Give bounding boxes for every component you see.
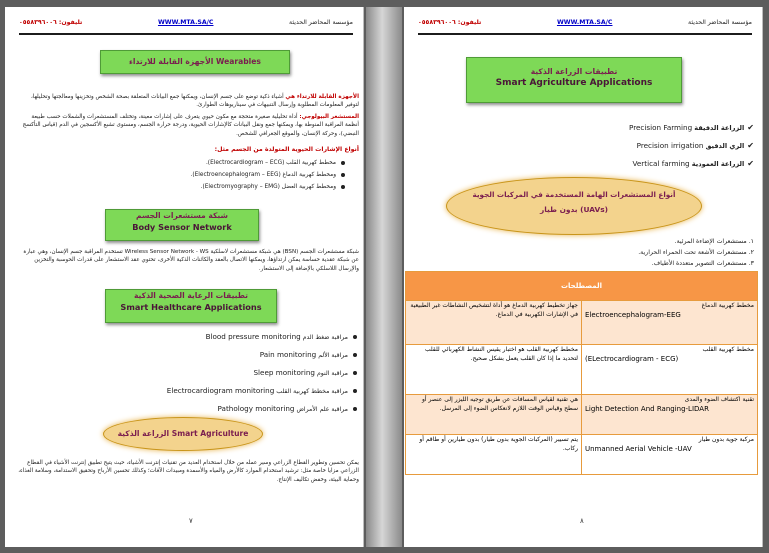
glossary-header-row [406, 272, 758, 301]
page-header [19, 19, 353, 35]
table-row [406, 435, 758, 475]
wearables-title-box [100, 50, 290, 74]
definition-cell: مخطط كهربية القلب هو اختبار يقيس النشاط الكهربائي للقلب لتحديد ما إذا كان القلب يعمل بشكل صحيح. [406, 345, 582, 395]
term-cell: تقنية اكتشاف الضوء والمدى Light Detection And Ranging-LIDAR [582, 395, 758, 435]
wearables-definition: الأجهزة القابلة للارتداء هي أشياء ذكية توضع على جسم الإنسان، ويمكنها جمع البيانات المتعلقة بصحة الشخص وتخزينها ومعالجتها وتحليلها، لتوفير المعلومات المطلوبة وإرسال التنبيهات في سيناريوهات الطوارئ. [30, 94, 359, 109]
health-title-box [105, 289, 277, 323]
bullet-icon [341, 185, 345, 189]
list-item: ٣. مستشعرات التصوير متعددة الأطياف. [651, 260, 754, 267]
sensors-list [564, 236, 754, 269]
list-item: مراقبة مخطط كهربية القلب Electrocardiogram monitoring [125, 382, 357, 400]
bullet-icon [353, 353, 357, 357]
bullet-icon [353, 335, 357, 339]
glossary-table [405, 271, 758, 475]
table-row [406, 345, 758, 395]
phone-number: تليفون: ٠٥٥٨٣٩٦٠٠٦ [418, 19, 482, 26]
table-row [406, 395, 758, 435]
list-item: مخطط كهربية القلب (Electrocardiogram – ECG). [45, 157, 345, 169]
list-item: ومخطط كهربية الدماغ (Electroencephalogram – EEG). [45, 169, 345, 181]
term-cell: مخطط كهربية الدماغ Electroencephalogram-EEG [582, 301, 758, 345]
uav-sensors-oval [446, 177, 702, 235]
list-item: مراقبة الألم Pain monitoring [125, 346, 357, 364]
uav-oval-line1: أنواع المستشعرات الهامة المستخدمة في المركبات الجوية [472, 190, 676, 199]
bullet-icon [353, 371, 357, 375]
definition-cell: يتم تسيير (المركبات الجوية بدون طيار) بدون طيارين أو طاقم أو ركاب. [406, 435, 582, 475]
website-link[interactable]: WWW.MTA.SA/C [157, 19, 214, 26]
health-title-ar: تطبيقات الرعاية الصحية الذكية [133, 291, 249, 300]
agri-apps-title-en: Smart Agriculture Applications [495, 78, 653, 88]
glossary-header: المصطلحات [406, 272, 758, 301]
biosensor-definition: المستشعر البيولوجي: أداة تحليلية صغيرة متحجة مع مكون حيوي يتعرف على إشارات معينة، وتختلف المستشعرات والشملات حسب طبيعة أنظمة المراقبة المنوطة بها، ويمكنها جمع ونقل البيانات كالإشارات الحيوية، ودرجة حرارة الجسم، ومستوى تشبع الأكسجين في الدم (قياس التأكسج النبضي)، وحركة الإنسان، والموقع الجغرافي للشخص. [22, 114, 359, 137]
page-number: ٧ [189, 517, 193, 525]
list-item: مراقبة النوم Sleep monitoring [125, 364, 357, 382]
bullet-icon [353, 407, 357, 411]
book-spine [366, 7, 402, 547]
term-cell: مركبة جوية بدون طيار Unmanned Aerial Vehicle -UAV [582, 435, 758, 475]
table-row [406, 301, 758, 345]
page-number: ٨ [580, 517, 584, 525]
list-item: ✔الري الدقيق Precision irrigation [636, 141, 754, 150]
term-cell: مخطط كهربية القلب (ELectrocardiogram - ECG) [582, 345, 758, 395]
health-apps-list [125, 328, 357, 418]
page-header [418, 19, 752, 35]
bullet-icon [341, 161, 345, 165]
checkmark-icon: ✔ [747, 123, 754, 132]
definition-cell: جهاز تخطيط كهربية الدماغ هو أداة لتشخيص النشاطات غير الطبيعية في الإشارات الكهربية في الدماغ. [406, 301, 582, 345]
checkmark-icon: ✔ [747, 141, 754, 150]
bsn-title-ar: شبكة مستشعرات الجسم [136, 211, 228, 220]
health-title-en: Smart Healthcare Applications [120, 302, 262, 312]
bsn-title-en: Body Sensor Network [132, 222, 232, 232]
phone-number: تليفون: ٠٥٥٨٣٩٦٠٠٦ [19, 19, 83, 26]
list-item: مراقبة ضغط الدم Blood pressure monitoring [125, 328, 357, 346]
company-name: مؤسسة المحاضر الحديثة [688, 19, 752, 26]
checkmark-icon: ✔ [747, 159, 754, 168]
agri-apps-title-box [466, 57, 682, 103]
agriculture-paragraph: يمكن تحسين وتطوير القطاع الزراعي وسير عمله من خلال استخدام العديد من تقنيات إنترنت الأشياء، حيث يتيح تطبيق إنترنت الأشياء في القطاع الزراعي مزايا خاصة مثل: ترشيد استخدام الموارد كالأرض والمياه والأسمدة ومبيدات الآفات؛ وكذلك تحسين الأرباح وتحقيق الاستدامة، وسلامة الغذاء، وحماية البيئة، وخفض تكاليف الإنتاج. [18, 460, 359, 483]
wearables-title: الأجهزة القابلة للارتداء Wearables [129, 57, 261, 66]
farming-list [594, 119, 754, 173]
signals-heading: أنواع الإشارات الحيوية المتولدة من الجسم مثل: [214, 146, 359, 153]
list-item: ✔الزراعة العمودية Vertical farming [632, 159, 754, 168]
list-item: ✔الزراعة الدقيقة Precision Farming [629, 123, 754, 132]
company-name: مؤسسة المحاضر الحديثة [289, 19, 353, 26]
bullet-icon [341, 173, 345, 177]
uav-oval-line2: بدون طيار (UAVs) [540, 205, 608, 214]
signals-list [45, 157, 345, 193]
definition-cell: هي تقنية لقياس المسافات عن طريق توجيه الليزر إلى عنصر أو سطح وقياس الوقت اللازم لانعكاس الضوء إلى المرسل. [406, 395, 582, 435]
smart-agriculture-title: الزراعة الذكية Smart Agriculture [117, 429, 249, 438]
list-item: ١. مستشعرات الإضاءة المرئية. [674, 238, 754, 245]
list-item: ٢. مستشعرات الأشعة تحت الحمراء الحرارية. [638, 249, 754, 256]
list-item: مراقبة علم الأمراض Pathology monitoring [125, 400, 357, 418]
list-item: ومخطط كهربية العضل (Electromyography – EMG). [45, 181, 345, 193]
bsn-paragraph: شبكة مستشعرات الجسم (BSN) هي شبكة مستشعرات لاسلكية Wireless Sensor Network - WS تستخدم المراقبة جسم الإنسان، وهي عبارة عن شبكة عقدية حساسة يمكن ارتداؤها، ويمكنها الاتصال بالعقد والكائنات الذكية الأخرى، تحتوي عقد الاستشعار على قدرات الحوسبة والتخزين والإرسال اللاسلكي بالإضافة إلى الاستشعار. [23, 249, 359, 272]
bullet-icon [353, 389, 357, 393]
left-page [5, 7, 364, 547]
website-link[interactable]: WWW.MTA.SA/C [556, 19, 613, 26]
bsn-title-box [105, 209, 259, 241]
agri-apps-title-ar: تطبيقات الزراعة الذكية [530, 67, 618, 76]
smart-agriculture-oval [103, 417, 263, 451]
